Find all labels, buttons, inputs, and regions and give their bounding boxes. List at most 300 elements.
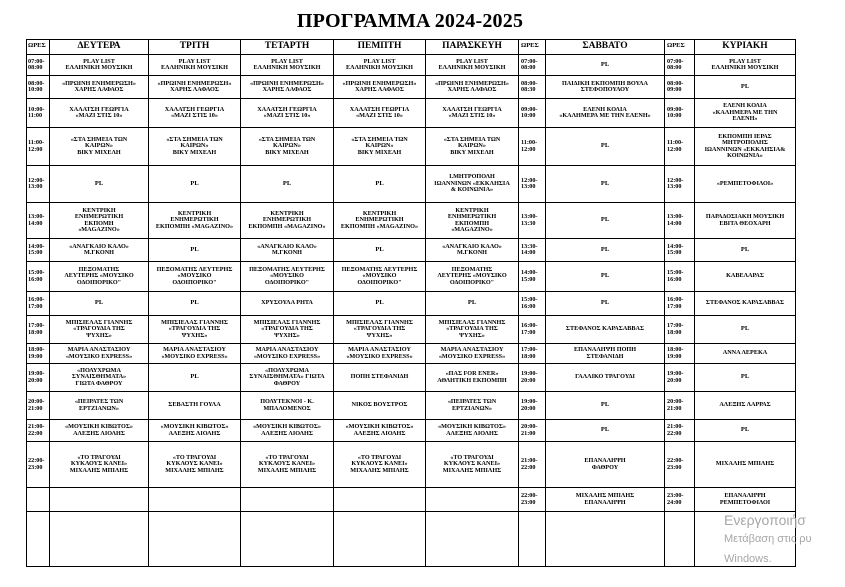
cell-line: «ΜΟΥΣΙΚΟ EXPRESS» — [65, 352, 133, 360]
cell-line: «ΤΡΑΓΟΥΔΙΑ ΤΗΣ — [446, 325, 498, 333]
weekday-program-cell — [426, 316, 519, 344]
cell-line: «ΚΑΛΗΜΕΡΑ ΜΕ ΤΗΝ — [712, 108, 778, 116]
cell-line: ΜΗΤΡΟΠΟΛΗΣ — [722, 139, 768, 146]
cell-line: ΧΑΡΗΣ ΛΑΦΑΟΣ — [262, 86, 312, 93]
saturday-program-cell-text — [559, 107, 651, 120]
cell-line: 13:00- — [667, 213, 684, 220]
cell-line: 11:00- — [28, 139, 45, 146]
cell-line: 07:00- — [28, 57, 45, 65]
cell-line: ΧΑΡΗΣ ΛΑΦΑΟΣ — [74, 86, 124, 93]
empty-cell — [426, 488, 519, 512]
cell-line: PLAY LIST — [456, 57, 488, 65]
cell-line: 10:00- — [28, 105, 45, 113]
weekday-time-cell-text — [28, 107, 45, 120]
saturday-time-cell — [519, 442, 546, 488]
weekday-program-cell — [241, 420, 334, 442]
weekday-time-cell-text — [28, 424, 45, 437]
weekday-program-cell-text — [254, 59, 321, 72]
cell-line: 08:00 — [667, 64, 682, 71]
weekday-time-cell-text — [28, 371, 45, 384]
cell-line: 19:00 — [28, 352, 43, 360]
cell-line: ΟΔΟΙΠΟΡΙΚΟ" — [449, 278, 495, 286]
sunday-program-cell-text — [719, 402, 770, 409]
cell-line: PL — [600, 179, 610, 187]
cell-line: ΒΙΚΥ ΜΙΧΕΛΗ — [172, 148, 217, 156]
cell-line: ΒΙΚΥ ΜΙΧΕΛΗ — [265, 148, 309, 156]
cell-line: & ΚΟΙΝΩΝΙΑ» — [450, 186, 494, 194]
weekday-program-cell — [241, 344, 334, 364]
weekday-program-cell-text — [190, 374, 198, 381]
cell-line: 21:00 — [521, 429, 536, 437]
cell-line: ΜΙΧΑΛΗΣ ΜΠΙΛΗΣ — [575, 492, 635, 499]
weekday-program-cell — [149, 364, 241, 392]
weekday-program-cell-text — [165, 455, 223, 475]
cell-line: ΚΑΙΡΩΝ» — [365, 142, 394, 150]
cell-line: 09:00 — [667, 86, 682, 93]
saturday-program-cell-text — [601, 62, 609, 69]
weekday-program-cell — [241, 128, 334, 166]
weekday-program-cell — [241, 392, 334, 420]
weekday-program-cell-text — [341, 211, 418, 231]
cell-line: ΧΑΛΑΤΣΗ ΓΕΩΡΓΙΑ — [164, 105, 225, 113]
cell-line: 17:00 — [521, 328, 536, 336]
weekday-program-cell — [149, 76, 241, 99]
weekday-program-cell-text — [254, 320, 321, 340]
header-day — [426, 39, 519, 55]
cell-line: 14:00 — [667, 219, 682, 227]
cell-line: ΕΡΤΖΙΑΝΩΝ» — [78, 404, 119, 412]
cell-line: ΜΙΧΑΛΗΣ ΜΠΙΛΗΣ — [715, 460, 775, 468]
weekday-program-cell-text — [350, 455, 408, 475]
weekday-time-cell — [26, 262, 50, 292]
cell-line: 17:00- — [28, 322, 45, 329]
weekday-program-cell — [334, 344, 426, 364]
cell-line: 20:00- — [667, 398, 684, 405]
saturday-time-cell — [519, 420, 546, 442]
saturday-program-cell-text — [574, 347, 636, 360]
cell-line: PL — [600, 426, 610, 434]
sunday-time-cell-text — [667, 270, 684, 283]
weekday-time-cell-text — [28, 140, 44, 153]
sunday-time-cell-text — [667, 424, 684, 437]
cell-line: ΑΛΕΞΗΣ ΛΙΟΛΗΣ — [261, 429, 313, 437]
weekday-program-cell-text — [439, 320, 506, 340]
sunday-time-cell — [665, 203, 695, 239]
saturday-time-cell-text — [521, 270, 538, 283]
sunday-time-cell-text — [667, 323, 684, 336]
weekday-program-cell-text — [434, 174, 510, 194]
weekday-program-cell — [426, 239, 519, 262]
sunday-program-cell — [695, 488, 796, 512]
saturday-program-cell-text — [601, 300, 609, 307]
cell-line: ΨΥΧΗΣ» — [459, 331, 485, 339]
sunday-time-cell-text — [667, 178, 684, 191]
saturday-time-cell-text — [521, 399, 538, 412]
weekday-time-cell-text — [28, 81, 45, 94]
cell-line: «ΠΡΩΙΝΗ ΕΝΗΜΕΡΩΣΗ» — [435, 79, 509, 87]
cell-line: ΜΙΧΑΛΗΣ ΜΠΙΛΗΣ — [350, 466, 409, 474]
weekday-program-cell — [241, 166, 334, 203]
sunday-time-cell-text — [667, 214, 684, 227]
weekday-program-cell — [334, 76, 426, 99]
sunday-time-cell — [665, 392, 695, 420]
header-saturday-time — [519, 39, 546, 55]
cell-line: ΨΥΧΗΣ» — [86, 331, 112, 339]
cell-line: «ΚΑΛΗΜΕΡΑ ΜΕ ΤΗΝ ΕΛΕΝΗ» — [559, 112, 651, 119]
cell-line: ΠΕΞΟΜΑΤΗΣ ΛΕΥΤΕΡΗΣ — [156, 265, 233, 273]
cell-line: 12:00 — [667, 145, 682, 153]
weekday-program-cell — [50, 364, 149, 392]
saturday-time-cell — [519, 76, 546, 99]
weekday-program-cell-text — [346, 424, 414, 437]
weekday-program-cell — [426, 344, 519, 364]
cell-line: 21:00- — [28, 423, 45, 430]
saturday-time-cell-text — [521, 371, 538, 384]
weekday-program-cell-text — [437, 267, 506, 287]
cell-line: 22:00 — [521, 463, 536, 471]
empty-cell — [241, 488, 334, 512]
sunday-program-cell — [695, 420, 796, 442]
weekday-time-cell — [26, 99, 50, 128]
cell-line: PL — [375, 299, 384, 307]
cell-line: ΕΠΑΝΑΛΗΨΗ — [724, 492, 766, 499]
saturday-time-cell — [519, 344, 546, 364]
weekday-program-cell-text — [64, 267, 133, 287]
header-sunday-time — [665, 39, 695, 55]
header-sunday-text — [722, 42, 767, 52]
weekday-program-cell — [334, 128, 426, 166]
cell-line: PL — [600, 216, 610, 224]
weekday-program-cell-text — [261, 300, 313, 307]
weekday-program-cell — [334, 420, 426, 442]
weekday-program-cell-text — [190, 247, 198, 254]
cell-line: ΕΛΕΝΗ ΚΟΛΙΑ — [723, 102, 767, 110]
cell-line: ΩΡΕΣ — [28, 42, 46, 50]
weekday-program-cell — [149, 99, 241, 128]
weekday-program-cell-text — [158, 81, 232, 94]
weekday-program-cell-text — [346, 320, 413, 340]
weekday-program-cell — [50, 166, 149, 203]
cell-line: ΚΑΙΡΩΝ» — [457, 142, 486, 150]
sunday-program-cell — [695, 292, 796, 316]
saturday-program-cell-text — [601, 181, 609, 188]
weekday-time-cell — [26, 76, 50, 99]
cell-line: «ΤΟ ΤΡΑΓΟΥΔΙ — [77, 453, 121, 461]
weekday-program-cell — [50, 344, 149, 364]
cell-line: 20:00 — [667, 376, 682, 384]
cell-line: PLAY LIST — [83, 57, 115, 65]
saturday-time-cell — [519, 262, 546, 292]
cell-line: ΧΑΡΗΣ ΛΑΦΑΟΣ — [170, 86, 219, 93]
cell-line: 13:00 — [521, 183, 536, 190]
cell-line: ΕΚΠΟΜΠΗ ΙΕΡΑΣ — [718, 132, 772, 140]
weekday-program-cell — [50, 316, 149, 344]
sunday-program-cell-text — [713, 103, 778, 123]
sunday-program-cell-text — [741, 326, 749, 333]
header-day — [334, 39, 426, 55]
sunday-program-cell — [695, 392, 796, 420]
weekday-program-cell-text — [253, 424, 321, 437]
saturday-time-cell — [519, 99, 546, 128]
cell-line: 22:00- — [28, 457, 45, 464]
header-day-text — [358, 42, 402, 52]
saturday-program-cell-text — [576, 493, 634, 506]
cell-line: «ΣΤΑ ΣΗΜΕΙΑ ΤΩΝ — [351, 135, 408, 143]
sunday-time-cell-text — [667, 140, 683, 153]
weekday-program-cell-text — [190, 300, 198, 307]
weekday-program-cell-text — [249, 267, 325, 287]
saturday-program-cell — [546, 76, 665, 99]
sunday-program-cell — [695, 344, 796, 364]
sunday-program-cell — [695, 99, 796, 128]
sunday-time-cell — [665, 442, 695, 488]
weekday-program-cell-text — [66, 320, 133, 340]
cell-line: ΕΝΗΜΕΡΩΤΙΚΗ — [262, 216, 312, 224]
cell-line: ΜΠΙΣΙΕΛΑΣ ΓΙΑΝΝΗΣ — [253, 318, 321, 326]
cell-line: ΠΑΙΔΙΚΗ ΕΚΠΟΜΠΗ ΒΟΥΛΑ — [561, 79, 649, 87]
sunday-program-cell-text — [741, 84, 749, 91]
saturday-time-cell — [519, 203, 546, 239]
saturday-time-cell-text — [521, 458, 538, 471]
weekday-time-cell — [26, 442, 50, 488]
weekday-program-cell — [334, 442, 426, 488]
weekday-time-cell — [26, 364, 50, 392]
weekday-program-cell-text — [75, 399, 123, 412]
cell-line: «ΜΟΥΣΙΚΗ ΚΙΒΩΤΟΣ» — [345, 423, 414, 430]
cell-line: PLAY LIST — [729, 57, 761, 65]
cell-line: 19:00- — [28, 370, 45, 377]
sunday-time-cell-text — [667, 244, 684, 257]
cell-line: «ΜΑΖΙ ΣΤΙΣ 10» — [171, 112, 218, 119]
cell-line: «ΜΑΖΙ ΣΤΙΣ 10» — [448, 112, 496, 119]
saturday-time-cell-text — [521, 323, 538, 336]
cell-line: ΚΕΝΤΡΙΚΗ — [455, 206, 489, 214]
saturday-time-cell-text — [521, 59, 538, 72]
cell-line: 15:00- — [28, 269, 45, 276]
cell-line: ΕΚΠΟΜΗ — [84, 219, 114, 227]
saturday-program-cell-text — [601, 143, 609, 150]
saturday-program-cell-text — [562, 81, 648, 94]
weekday-program-cell-text — [157, 267, 233, 287]
weekday-program-cell — [241, 203, 334, 239]
sunday-program-cell-text — [706, 300, 784, 307]
weekday-program-cell — [149, 262, 241, 292]
cell-line: ΓΑΛΛΙΚΟ ΤΡΑΓΟΥΔΙ — [575, 373, 635, 381]
cell-line: 20:00- — [28, 398, 45, 405]
cell-line: 19:00- — [521, 370, 538, 377]
cell-line: PL — [375, 245, 384, 253]
saturday-program-cell — [546, 420, 665, 442]
sunday-time-cell — [665, 239, 695, 262]
cell-line: ΩΡΕΣ — [521, 42, 539, 50]
cell-line: ΚΕΝΤΡΙΚΗ — [177, 209, 212, 217]
cell-line: ΝΙΚΟΣ ΒΟΥΣΤΡΟΣ — [351, 401, 408, 409]
cell-line: «ΜΟΥΣΙΚΗ ΚΙΒΩΤΟΣ» — [160, 423, 229, 430]
saturday-time-cell-text — [521, 347, 538, 360]
cell-line: ΕΝΗΜΕΡΩΤΙΚΗ — [355, 216, 404, 224]
weekday-program-cell — [426, 364, 519, 392]
weekday-program-cell-text — [168, 402, 220, 409]
cell-line: PLAY LIST — [271, 57, 303, 65]
weekday-time-cell — [26, 420, 50, 442]
weekday-time-cell — [26, 316, 50, 344]
cell-line: ΕΛΛΗΝΙΚΗ ΜΟΥΣΙΚΗ — [711, 64, 779, 71]
weekday-program-cell — [426, 292, 519, 316]
weekday-program-cell-text — [442, 107, 501, 120]
sunday-program-cell — [695, 76, 796, 99]
weekday-program-cell-text — [161, 347, 227, 360]
saturday-program-cell — [546, 239, 665, 262]
weekday-program-cell-text — [165, 107, 224, 120]
cell-line: ΙΩΑΝΝΙΝΩΝ «ΕΚΚΛΗΣΙΑ — [434, 179, 510, 187]
cell-line: ΨΥΧΗΣ» — [181, 331, 208, 339]
weekday-time-cell-text — [28, 244, 45, 257]
cell-line: 09:00- — [667, 105, 684, 113]
cell-line: 21:00- — [667, 423, 684, 430]
cell-line: ΟΔΟΙΠΟΡΙΚΟ" — [264, 278, 310, 286]
saturday-program-cell — [546, 292, 665, 316]
activation-watermark-text-2: Windows. — [724, 553, 772, 565]
weekday-program-cell-text — [249, 368, 324, 388]
sunday-time-cell — [665, 364, 695, 392]
cell-line: «ΜΑΖΙ ΣΤΙΣ 10» — [356, 112, 403, 119]
cell-line: 13:00- — [521, 213, 538, 220]
cell-line: ΜΑΡΙΑ ΑΝΑΣΤΑΣΙΟΥ — [440, 346, 504, 353]
cell-line: 24:00 — [667, 498, 682, 506]
cell-line: ΟΔΟΙΠΟΡΙΚΟ" — [357, 278, 402, 286]
cell-line: «ΜΟΥΣΙΚΟ EXPRESS» — [346, 352, 413, 360]
weekday-program-cell-text — [156, 211, 233, 231]
cell-line: 13:00 — [28, 183, 43, 190]
sunday-program-cell — [695, 442, 796, 488]
weekday-program-cell — [241, 76, 334, 99]
sunday-time-cell-text — [667, 347, 684, 360]
weekday-program-cell-text — [448, 399, 496, 412]
cell-line: «ΤΟ ΤΡΑΓΟΥΔΙ — [450, 453, 494, 461]
cell-line: PL — [740, 373, 750, 381]
weekday-program-cell-text — [448, 208, 496, 234]
weekday-program-cell-text — [95, 300, 103, 307]
weekday-program-cell-text — [351, 374, 409, 381]
header-day — [50, 39, 149, 55]
header-saturday-text — [582, 42, 627, 52]
weekday-time-cell — [26, 166, 50, 203]
cell-line: «ΣΤΑ ΣΗΜΕΙΑ ΤΩΝ — [70, 135, 128, 143]
weekday-program-cell — [426, 99, 519, 128]
weekday-program-cell — [149, 420, 241, 442]
weekday-program-cell — [241, 292, 334, 316]
cell-line: ΕΠΑΝΑΛΗΨΗ ΠΟΠΗ — [573, 346, 637, 353]
weekday-program-cell-text — [69, 107, 128, 120]
cell-line: 10:00 — [667, 112, 682, 119]
weekday-program-cell — [149, 203, 241, 239]
cell-line: PL — [740, 325, 750, 333]
cell-line: ΣΥΝΑΙΣΘΗΜΑΤΑ» — [71, 373, 127, 381]
cell-line: ΣΤΕΦΑΝΟΣ ΚΑΡΑΣΑΒΒΑΣ — [705, 299, 785, 307]
cell-line: Μ.ΓΚΟΝΗ — [272, 249, 302, 256]
saturday-program-cell-text — [575, 374, 635, 381]
cell-line: ΧΡΥΣΟΥΛΑ ΡΗΤΑ — [261, 299, 313, 307]
empty-cell — [519, 512, 546, 567]
cell-line: PLAY LIST — [178, 57, 211, 65]
cell-line: PL — [600, 142, 610, 150]
cell-line: ΧΑΡΗΣ ΛΑΦΑΟΣ — [355, 86, 404, 93]
cell-line: 08:00- — [521, 79, 538, 87]
cell-line: «ΠΟΛΥΧΡΩΜΑ — [77, 366, 121, 374]
cell-line: ΣΑΒΒΑΤΟ — [582, 40, 628, 51]
cell-line: 20:00 — [28, 376, 43, 384]
cell-line: ΧΑΛΑΤΣΗ ΓΕΩΡΓΙΑ — [69, 105, 129, 113]
saturday-time-cell — [519, 364, 546, 392]
weekday-program-cell — [241, 262, 334, 292]
weekday-program-cell — [334, 166, 426, 203]
header-day — [149, 39, 241, 55]
weekday-program-cell — [426, 76, 519, 99]
cell-line: Μ.ΓΚΟΝΗ — [457, 249, 487, 256]
cell-line: 21:00 — [28, 404, 43, 412]
cell-line: «ΜΟΥΣΙΚΟ EXPRESS» — [253, 352, 321, 360]
cell-line: 08:00- — [667, 79, 684, 87]
weekday-program-cell-text — [161, 424, 229, 437]
cell-line: ΦΑΘΡΟΥ — [273, 379, 301, 387]
sunday-time-cell — [665, 344, 695, 364]
cell-line: 11:00- — [521, 139, 538, 146]
weekday-program-cell — [241, 364, 334, 392]
header-day-text — [442, 42, 502, 52]
sunday-time-cell-text — [667, 81, 684, 94]
cell-line: ΕΛΛΗΝΙΚΗ ΜΟΥΣΙΚΗ — [346, 64, 413, 71]
cell-line: 14:00 — [521, 249, 536, 256]
cell-line: «ΤΡΑΓΟΥΔΙΑ ΤΗΣ — [353, 325, 406, 333]
weekday-program-cell-text — [260, 399, 314, 412]
cell-line: «MAGAZINO» — [78, 226, 120, 233]
cell-line: PLAY LIST — [363, 57, 396, 65]
header-saturday — [546, 39, 665, 55]
cell-line: PL — [600, 245, 610, 253]
cell-line: ΒΙΚΥ ΜΙΧΕΛΗ — [357, 148, 402, 156]
cell-line: 21:00 — [667, 404, 682, 412]
cell-line: 18:00 — [667, 328, 682, 336]
cell-line: ΚΑΙΡΩΝ» — [84, 142, 113, 150]
cell-line: ΟΔΟΙΠΟΡΙΚΟ" — [76, 278, 122, 286]
saturday-time-cell-text — [521, 214, 538, 227]
weekday-program-cell — [334, 364, 426, 392]
cell-line: 11:00- — [667, 139, 684, 146]
weekday-program-cell — [426, 420, 519, 442]
cell-line: ΕΚΠΟΜΠΗ «MAGAZINO» — [248, 222, 326, 230]
cell-line: ΜΙΧΑΛΗΣ ΜΠΙΛΗΣ — [165, 466, 224, 474]
cell-line: ΕΛΕΝΗ» — [732, 115, 758, 123]
cell-line: 18:00- — [667, 346, 684, 353]
weekday-program-cell — [50, 292, 149, 316]
cell-line: ΚΑΙΡΩΝ» — [180, 142, 209, 150]
weekday-program-cell-text — [161, 59, 228, 72]
cell-line: PL — [94, 179, 104, 187]
sunday-program-cell-text — [716, 461, 774, 468]
cell-line: ΔΕΥΤΕΡΑ — [77, 40, 121, 51]
cell-line: 13:30 — [521, 219, 536, 227]
sunday-program-cell — [695, 239, 796, 262]
weekday-time-cell — [26, 392, 50, 420]
weekday-program-cell — [334, 239, 426, 262]
cell-line: 19:00 — [667, 352, 682, 360]
weekday-program-cell-text — [95, 181, 103, 188]
saturday-time-cell — [519, 166, 546, 203]
weekday-program-cell — [426, 203, 519, 239]
cell-line: ΠΕΞΟΜΑΤΗΣ ΛΕΥΤΕΡΗΣ — [249, 265, 325, 273]
cell-line: 14:00- — [28, 242, 45, 250]
weekday-program-cell — [50, 239, 149, 262]
